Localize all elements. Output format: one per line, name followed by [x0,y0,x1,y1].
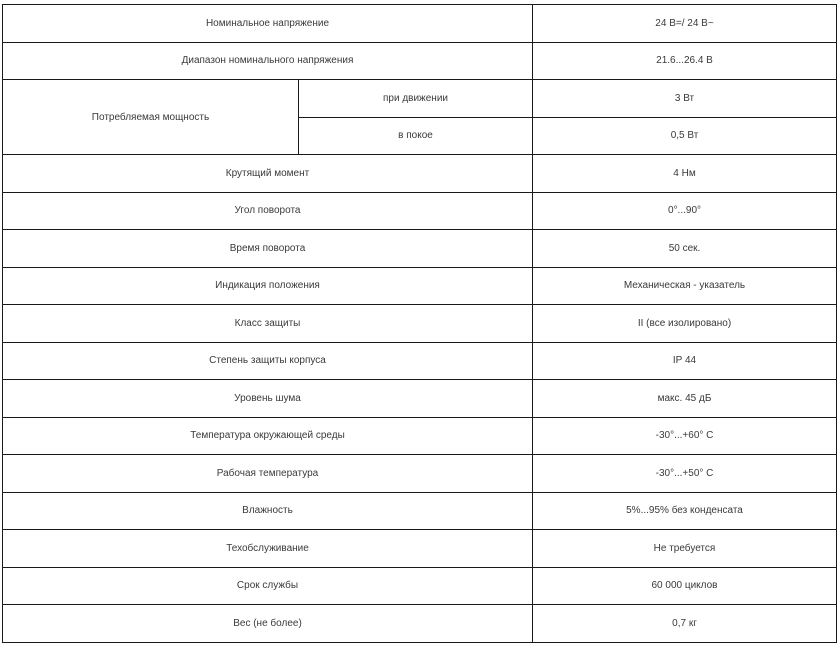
table-row [3,492,837,530]
row-value: 60 000 циклов [533,567,837,605]
row-value: Не требуется [533,530,837,568]
row-label: Рабочая температура [3,455,533,493]
spec-table-body [3,5,837,643]
row-label: Время поворота [3,230,533,268]
row-value: II (все изолировано) [533,305,837,343]
row-value: 0,5 Вт [533,117,837,155]
row-label: Вес (не более) [3,605,533,643]
table-row [3,605,837,643]
row-value: -30°...+60° С [533,417,837,455]
table-row [3,80,837,118]
spec-table [2,4,837,643]
row-label: Техобслуживание [3,530,533,568]
row-label: Крутящий момент [3,155,533,193]
table-row [3,455,837,493]
table-row [3,5,837,43]
row-value: Механическая - указатель [533,267,837,305]
row-label: Степень защиты корпуса [3,342,533,380]
row-label: Температура окружающей среды [3,417,533,455]
row-value: 5%...95% без конденсата [533,492,837,530]
row-value: -30°...+50° С [533,455,837,493]
row-label: Срок службы [3,567,533,605]
row-value: 4 Нм [533,155,837,193]
row-label: Уровень шума [3,380,533,418]
row-value: 0°...90° [533,192,837,230]
row-sublabel: в покое [299,117,533,155]
row-value: 21.6...26.4 В [533,42,837,80]
row-value: 24 В=/ 24 В~ [533,5,837,43]
table-row [3,417,837,455]
row-label: Класс защиты [3,305,533,343]
table-row [3,192,837,230]
table-row [3,530,837,568]
table-row [3,267,837,305]
row-sublabel: при движении [299,80,533,118]
row-value: 0,7 кг [533,605,837,643]
row-label: Влажность [3,492,533,530]
row-value: 3 Вт [533,80,837,118]
row-label: Потребляемая мощность [3,80,299,155]
table-row [3,230,837,268]
row-label: Диапазон номинального напряжения [3,42,533,80]
table-row [3,155,837,193]
table-row [3,342,837,380]
row-value: макс. 45 дБ [533,380,837,418]
table-row [3,380,837,418]
table-row [3,305,837,343]
row-label: Угол поворота [3,192,533,230]
row-label: Номинальное напряжение [3,5,533,43]
row-value: IP 44 [533,342,837,380]
row-label: Индикация положения [3,267,533,305]
row-value: 50 сек. [533,230,837,268]
table-row [3,567,837,605]
table-row [3,42,837,80]
